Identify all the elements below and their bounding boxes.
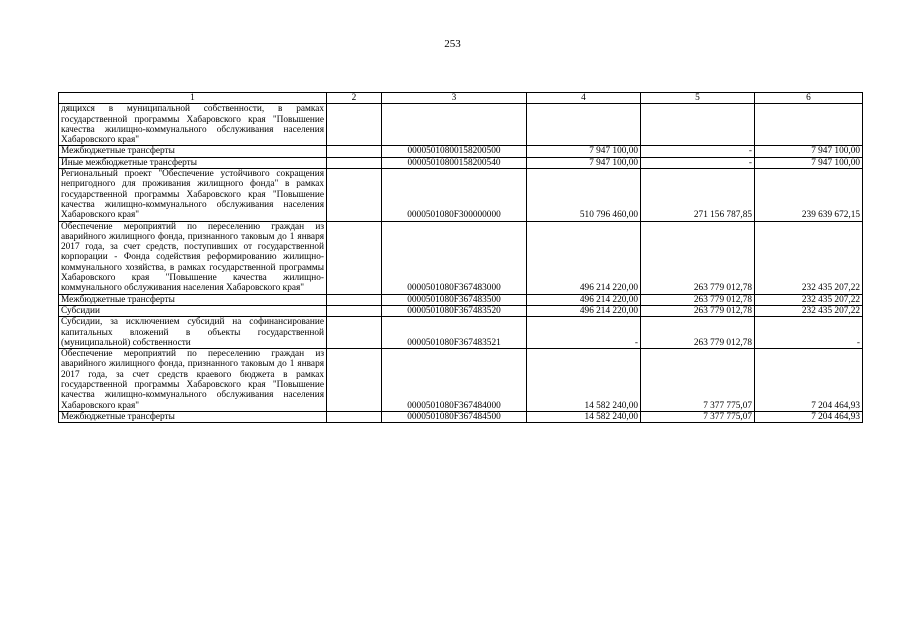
row-code-cell: 0000501080F367483500 <box>382 294 527 305</box>
table-row <box>59 169 863 221</box>
row-name-cell: Межбюджетные трансферты <box>59 294 327 305</box>
row-name-cell: Субсидии <box>59 305 327 316</box>
row-value-col4: 496 214 220,00 <box>527 305 641 316</box>
table-row <box>59 146 863 157</box>
column-header-3: 3 <box>382 93 527 104</box>
row-value-col5: 263 779 012,78 <box>641 221 755 294</box>
row-value-col5: 7 377 775,07 <box>641 411 755 422</box>
row-col2-cell <box>327 157 382 168</box>
row-col2-cell <box>327 221 382 294</box>
row-code-cell <box>382 104 527 146</box>
row-name-cell: дящихся в муниципальной собственности, в рамках государственной программы Хабаровского края "Повышение качества жилищно-коммунального обслуживания населения Хабаровского края" <box>59 104 327 146</box>
row-value-col6: 232 435 207,22 <box>755 305 863 316</box>
row-value-col5: 263 779 012,78 <box>641 317 755 349</box>
row-code-cell: 00005010800158200540 <box>382 157 527 168</box>
row-value-col4: 7 947 100,00 <box>527 146 641 157</box>
row-value-col5: 7 377 775,07 <box>641 349 755 412</box>
row-value-col5 <box>641 104 755 146</box>
row-value-col6: 232 435 207,22 <box>755 294 863 305</box>
row-col2-cell <box>327 411 382 422</box>
column-header-1: 1 <box>59 93 327 104</box>
row-name-cell: Межбюджетные трансферты <box>59 146 327 157</box>
table-row <box>59 294 863 305</box>
row-name-cell: Субсидии, за исключением субсидий на софинансирование капитальных вложений в объекты государственной (муниципальной) собственности <box>59 317 327 349</box>
row-col2-cell <box>327 317 382 349</box>
row-value-col4 <box>527 104 641 146</box>
row-value-col4: 510 796 460,00 <box>527 169 641 221</box>
table-header-row <box>59 93 863 104</box>
row-value-col5: - <box>641 157 755 168</box>
row-value-col4: 14 582 240,00 <box>527 349 641 412</box>
row-value-col4: 496 214 220,00 <box>527 294 641 305</box>
row-code-cell: 0000501080F367483521 <box>382 317 527 349</box>
column-header-6: 6 <box>755 93 863 104</box>
row-value-col4: 7 947 100,00 <box>527 157 641 168</box>
row-col2-cell <box>327 294 382 305</box>
row-name-cell: Обеспечение мероприятий по переселению граждан из аварийного жилищного фонда, признанного таковым до 1 января 2017 года, за счет средств, поступивших от государственной корпорации - Фонда содействия реформированию жилищно-коммунального хозяйства, в рамках государственной программы Хабаровского края "Повышение качества жилищно-коммунального обслуживания населения Хабаровского края" <box>59 221 327 294</box>
row-code-cell: 0000501080F367483520 <box>382 305 527 316</box>
table-row <box>59 305 863 316</box>
row-value-col6: 232 435 207,22 <box>755 221 863 294</box>
page-number: 253 <box>444 38 461 50</box>
table-row <box>59 221 863 294</box>
column-header-5: 5 <box>641 93 755 104</box>
row-value-col5: - <box>641 146 755 157</box>
row-value-col6: 7 947 100,00 <box>755 146 863 157</box>
row-col2-cell <box>327 169 382 221</box>
row-value-col5: 271 156 787,85 <box>641 169 755 221</box>
row-name-cell: Иные межбюджетные трансферты <box>59 157 327 168</box>
table-row <box>59 104 863 146</box>
row-value-col6: - <box>755 317 863 349</box>
table-row <box>59 157 863 168</box>
row-col2-cell <box>327 146 382 157</box>
row-code-cell: 0000501080F367484000 <box>382 349 527 412</box>
row-value-col6: 7 204 464,93 <box>755 349 863 412</box>
row-code-cell: 0000501080F367484500 <box>382 411 527 422</box>
row-col2-cell <box>327 305 382 316</box>
row-value-col5: 263 779 012,78 <box>641 305 755 316</box>
row-value-col6: 239 639 672,15 <box>755 169 863 221</box>
budget-table <box>58 92 863 423</box>
row-name-cell: Межбюджетные трансферты <box>59 411 327 422</box>
row-name-cell: Региональный проект "Обеспечение устойчивого сокращения непригодного для проживания жилищного фонда" в рамках государственной программы Хабаровского края "Повышение качества жилищно-коммунального обслуживания населения Хабаровского края" <box>59 169 327 221</box>
row-value-col4: 14 582 240,00 <box>527 411 641 422</box>
row-value-col6 <box>755 104 863 146</box>
table-row <box>59 411 863 422</box>
row-value-col6: 7 947 100,00 <box>755 157 863 168</box>
table-row <box>59 349 863 412</box>
row-code-cell: 0000501080F367483000 <box>382 221 527 294</box>
row-value-col5: 263 779 012,78 <box>641 294 755 305</box>
row-col2-cell <box>327 104 382 146</box>
row-value-col4: 496 214 220,00 <box>527 221 641 294</box>
row-col2-cell <box>327 349 382 412</box>
column-header-2: 2 <box>327 93 382 104</box>
row-name-cell: Обеспечение мероприятий по переселению граждан из аварийного жилищного фонда, признанного таковым до 1 января 2017 года, за счет средств краевого бюджета в рамках государственной программы Хабаровского края "Повышение качества жилищно-коммунального обслуживания населения Хабаровского края" <box>59 349 327 412</box>
row-code-cell: 0000501080F300000000 <box>382 169 527 221</box>
row-value-col4: - <box>527 317 641 349</box>
row-code-cell: 00005010800158200500 <box>382 146 527 157</box>
column-header-4: 4 <box>527 93 641 104</box>
table-row <box>59 317 863 349</box>
row-value-col6: 7 204 464,93 <box>755 411 863 422</box>
